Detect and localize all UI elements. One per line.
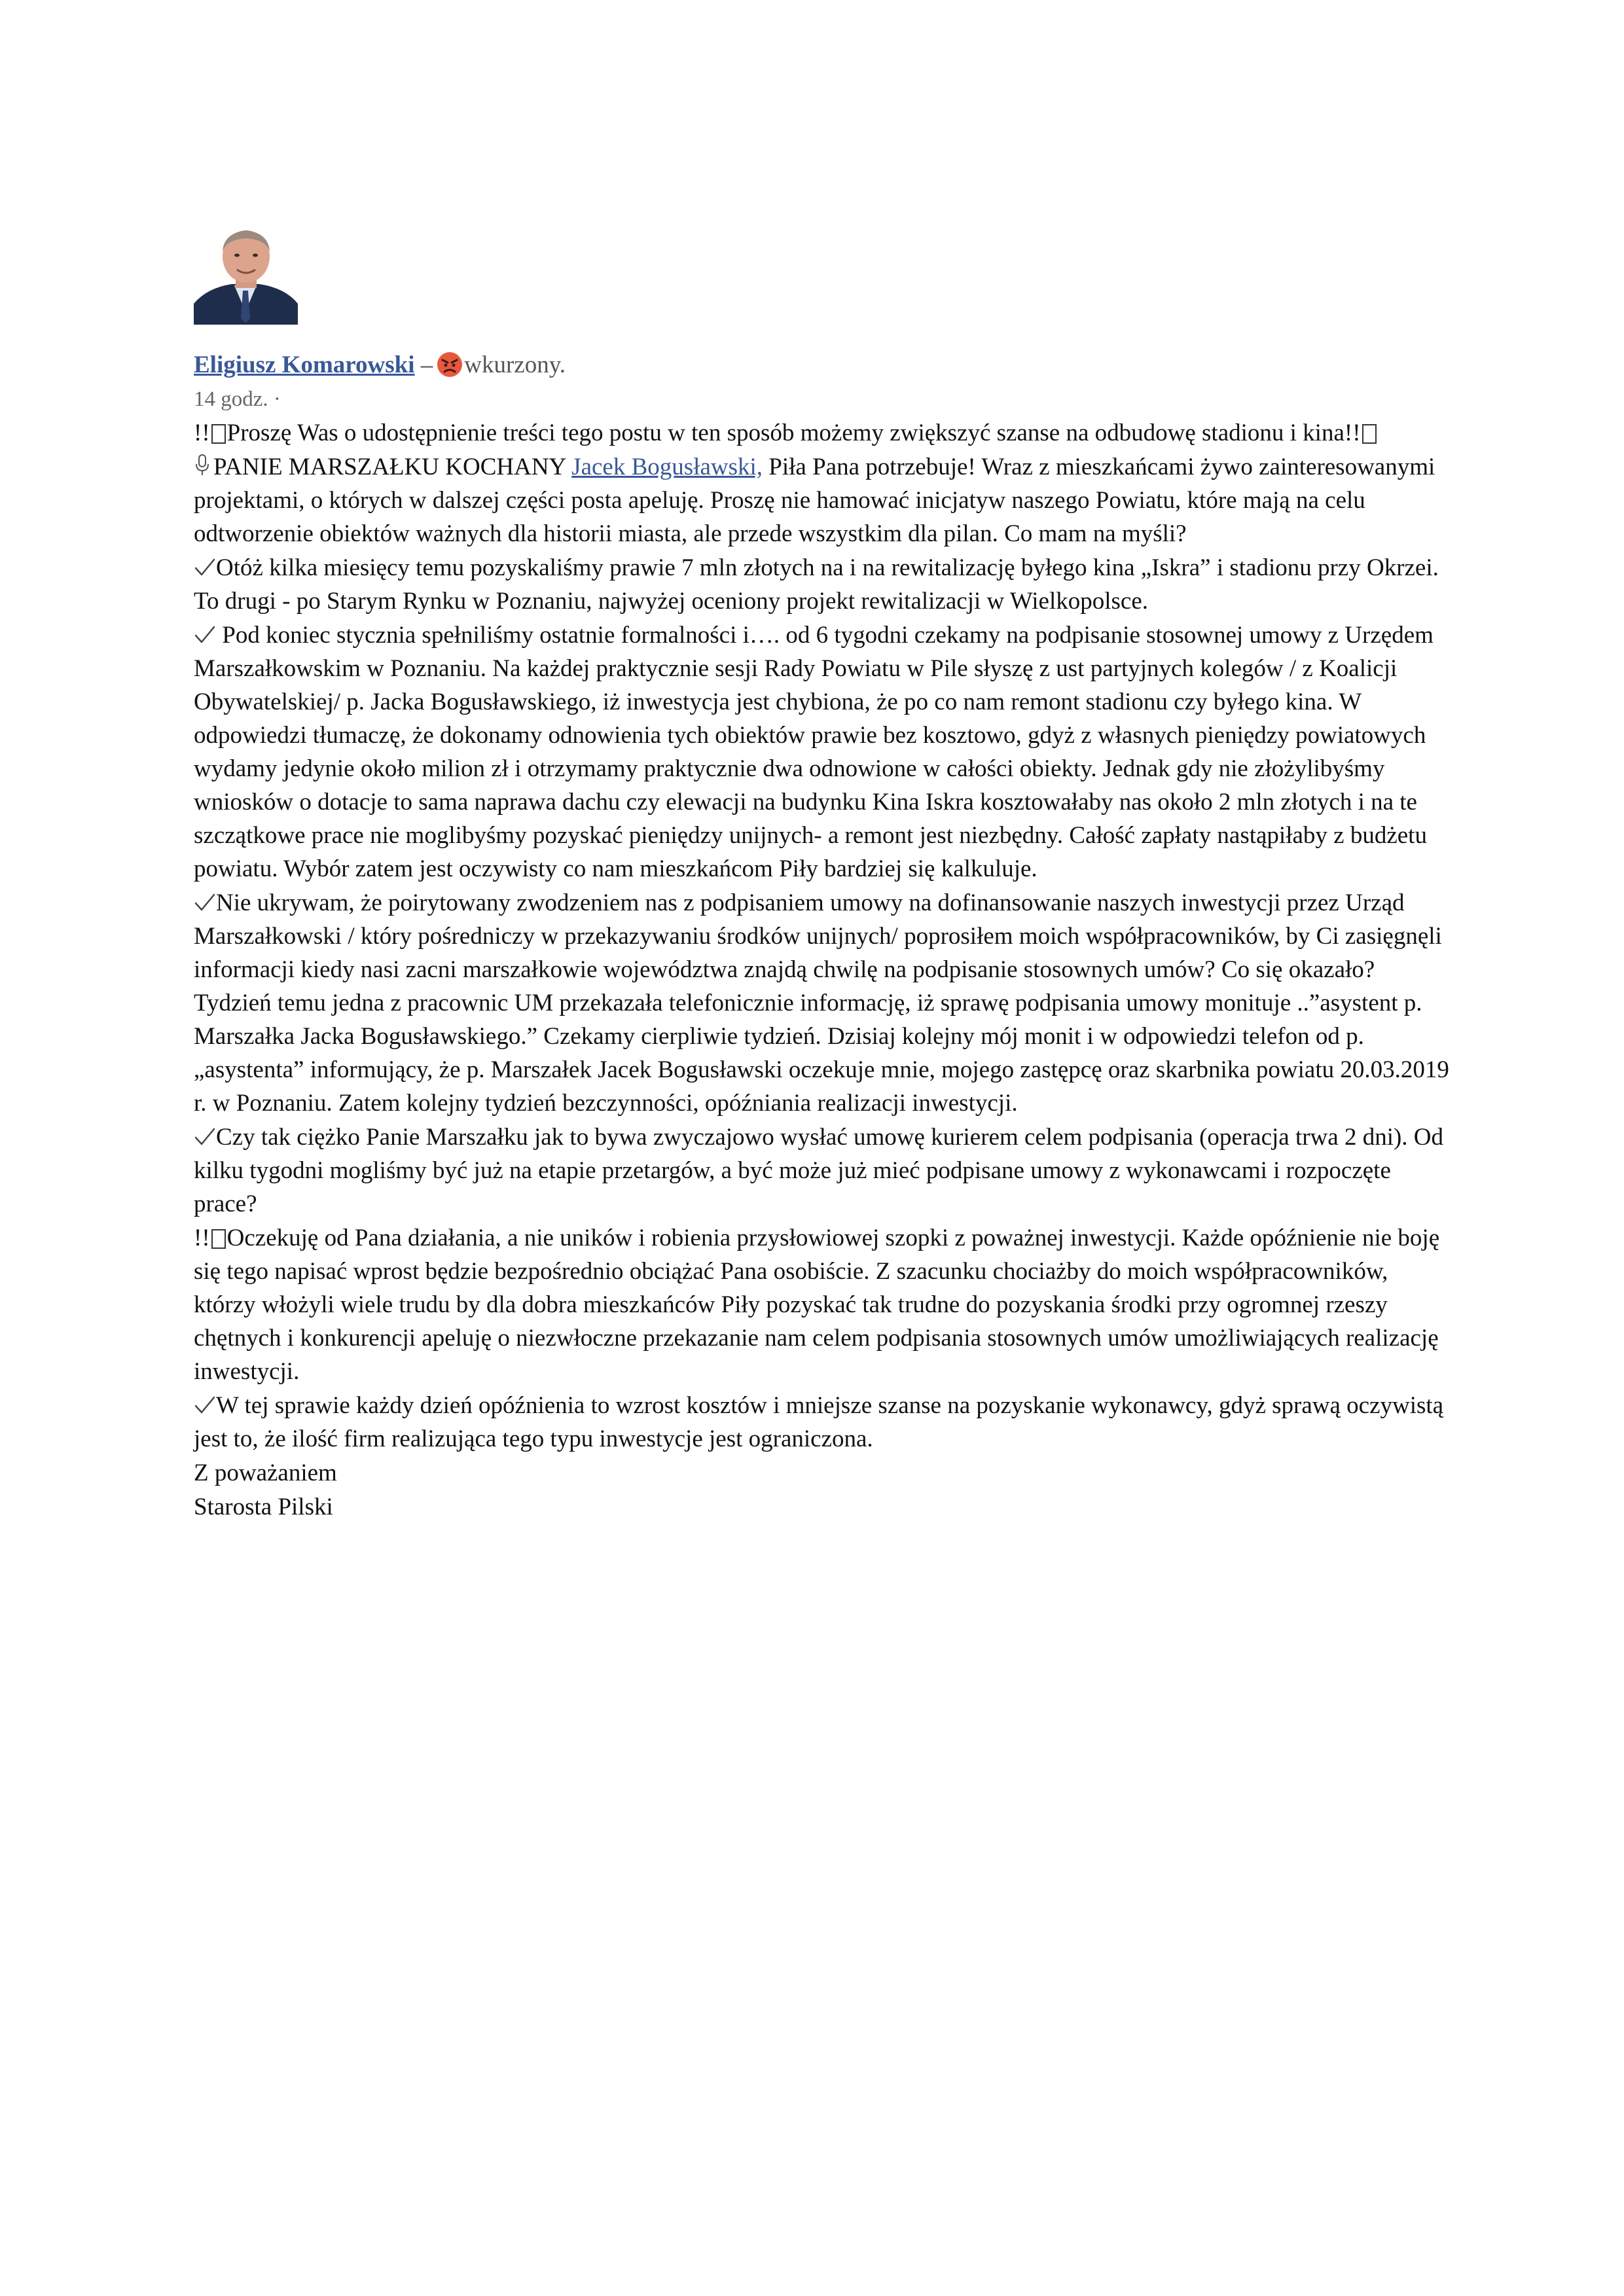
author-name-link[interactable]: Eligiusz Komarowski (194, 351, 415, 378)
paragraph-text: Oczekuję od Pana działania, a nie uników i robienia przysłowiowej szopki z poważnej inwestycji. Każde opóźnienie nie boję się tego napisać wprost będzie bezpośrednio obciążać Pana osobiście. Z szacunku chociażby do moich współpracowników, którzy włożyli wiele trudu by dla dobra mieszkańców Piły pozyskać tak trudne do pozyskania środki przy ogromnej rzeszy chętnych i konkurencji apeluję o niezwłoczne przekazanie nam celem podpisania stosownych umów umożliwiających realizację inwestycji. (194, 1225, 1440, 1385)
paragraph-text: Proszę Was o udostępnienie treści tego postu w ten sposób możemy zwiększyć szanse na odbudowę stadionu i kina!! (226, 420, 1361, 446)
signature-line: Starosta Pilski (194, 1494, 333, 1520)
paragraph-text: Otóż kilka miesięcy temu pozyskaliśmy prawie 7 mln złotych na i na rewitalizację byłego kina „Iskra” i stadionu przy Okrzei. To drugi - po Starym Rynku w Poznaniu, najwyżej oceniony projekt rewitalizacji w Wielkopolsce. (194, 554, 1439, 615)
header-separator: – (420, 351, 433, 378)
mention-link[interactable]: Jacek Bogusławski, (571, 454, 763, 480)
paragraph-share-request (194, 416, 1451, 450)
paragraph-text: Nie ukrywam, że poirytowany zwodzeniem nas z podpisaniem umowy na dofinansowanie naszych inwestycji przez Urząd Marszałkowski / który pośredniczy w przekazywaniu środków unijnych/ poprosiłem moich współpracowników, by Ci zasięgnęli informacji kiedy nasi zacni marszałkowie województwa znajdą chwilę na podpisanie stosownych umów? Co się okazało? Tydzień temu jedna z pracownic UM przekazała telefonicznie informację, iż sprawę podpisania umowy monituje ..”asystent p. Marszałka Jacka Bogusławskiego.” Czekamy cierpliwie tydzień. Dzisiaj kolejny mój monit i w odpowiedzi telefon od p. „asystenta” informujący, że p. Marszałek Jacek Bogusławski oczekuje mnie, mojego zastępcę oraz skarbnika powiatu 20.03.2019 r. w Poznaniu. Zatem kolejny tydzień bezczynności, opóźniania realizacji inwestycji. (194, 889, 1449, 1117)
exclamation-lead: !! (194, 420, 210, 446)
check-mark-icon (194, 1123, 216, 1144)
feeling-text: wkurzony. (464, 351, 566, 378)
paragraph-irritation (194, 886, 1451, 1120)
avatar-photo (194, 220, 298, 325)
paragraph-costs (194, 1389, 1451, 1456)
author-avatar[interactable] (194, 220, 298, 325)
check-mark-icon (194, 889, 216, 910)
post-body (194, 416, 1451, 1524)
post-timestamp[interactable]: 14 godz. · (194, 387, 281, 411)
check-mark-icon (194, 621, 216, 642)
paragraph-text: Czy tak ciężko Panie Marszałku jak to bywa zwyczajowo wysłać umowę kurierem celem podpisania (operacja trwa 2 dni). Od kilku tygodni mogliśmy być już na etapie przetargów, a być może już mieć podpisane umowy z wykonawcami i rozpoczęte prace? (194, 1124, 1444, 1217)
post-header (194, 350, 1451, 381)
missing-emoji-icon (1362, 424, 1377, 444)
paragraph-text: Piła Pana potrzebuje! Wraz z mieszkańcami żywo zainteresowanymi projektami, o których w dalszej części posta apeluję. Proszę nie hamować inicjatyw naszego Powiatu, które mają na celu odtworzenie obiektów ważnych dla historii miasta, ale przede wszystkim dla pilan. Co mam na myśli? (194, 454, 1435, 547)
check-mark-icon (194, 554, 216, 575)
paragraph-expectation (194, 1221, 1451, 1388)
exclamation-lead: !! (194, 1225, 210, 1251)
paragraph-text: PANIE MARSZAŁKU KOCHANY (213, 454, 572, 480)
paragraph-appeal (194, 450, 1451, 550)
paragraph-courier (194, 1121, 1451, 1221)
microphone-icon (194, 453, 211, 476)
paragraph-funding (194, 551, 1451, 618)
facebook-post (194, 220, 1451, 1524)
paragraph-text: W tej sprawie każdy dzień opóźnienia to wzrost kosztów i mniejsze szanse na pozyskanie wykonawcy, gdyż sprawą oczywistą jest to, że ilość firm realizująca tego typu inwestycje jest ograniczona. (194, 1392, 1444, 1452)
paragraph-formalities (194, 619, 1451, 886)
missing-emoji-icon (211, 1229, 226, 1249)
closing-line: Z poważaniem (194, 1460, 337, 1486)
paragraph-text: Pod koniec stycznia spełniliśmy ostatnie formalności i…. od 6 tygodni czekamy na podpisanie stosownej umowy z Urzędem Marszałkowskim w Poznaniu. Na każdej praktycznie sesji Rady Powiatu w Pile słyszę z ust partyjnych kolegów / z Koalicji Obywatelskiej/ p. Jacka Bogusławskiego, iż inwestycja jest chybiona, że po co nam remont stadionu czy byłego kina. W odpowiedzi tłumaczę, że dokonamy odnowienia tych obiektów prawie bez kosztowo, gdyż z własnych pieniędzy powiatowych wydamy jedynie około milion zł i otrzymamy praktycznie dwa odnowione w całości obiekty. Jednak gdy nie złożylibyśmy wniosków o dotacje to sama naprawa dachu czy elewacji na budynku Kina Iskra kosztowałaby nas około 2 mln złotych i na te szczątkowe prace nie moglibyśmy pozyskać pieniędzy unijnych- a remont jest niezbędny. Całość zapłaty nastąpiłaby z budżetu powiatu. Wybór zatem jest oczywisty co nam mieszkańcom Piły bardziej się kalkuluje. (194, 622, 1434, 882)
missing-emoji-icon (211, 424, 226, 444)
angry-face-icon (437, 351, 463, 378)
check-mark-icon (194, 1391, 216, 1412)
